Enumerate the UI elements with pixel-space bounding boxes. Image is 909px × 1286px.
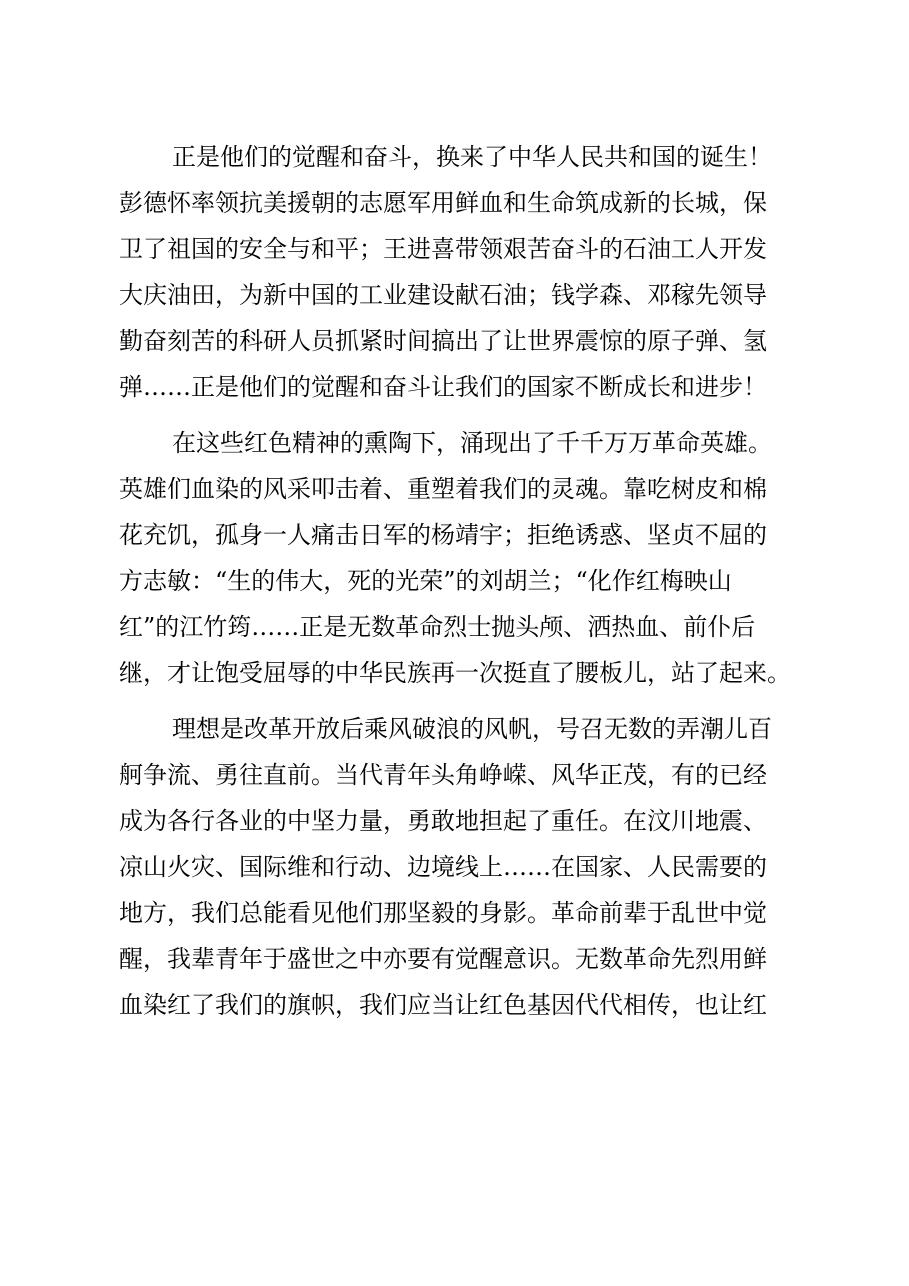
paragraph-2-line-3: 花充饥，孤身一人痛击日军的杨靖宇；拒绝诱惑、坚贞不屈的 [119, 521, 767, 549]
paragraph-2-line-4: 方志敏：“生的伟大，死的光荣”的刘胡兰；“化作红梅映山 [119, 567, 732, 595]
paragraph-2-line-6: 继，才让饱受屈辱的中华民族再一次挺直了腰板儿，站了起来。 [119, 659, 791, 687]
paragraph-1-line-2: 彭德怀率领抗美援朝的志愿军用鲜血和生命筑成新的长城，保 [119, 189, 767, 217]
paragraph-3-line-5: 地方，我们总能看见他们那坚毅的身影。革命前辈于乱世中觉 [119, 899, 767, 927]
paragraph-3-line-3: 成为各行各业的中坚力量，勇敢地担起了重任。在汶川地震、 [119, 807, 767, 835]
paragraph-1-line-4: 大庆油田，为新中国的工业建设献石油；钱学森、邓稼先领导 [119, 281, 767, 309]
paragraph-3-line-4: 凉山火灾、国际维和行动、边境线上……在国家、人民需要的 [119, 853, 767, 881]
paragraph-1-line-3: 卫了祖国的安全与和平；王进喜带领艰苦奋斗的石油工人开发 [119, 235, 767, 263]
paragraph-3-line-1: 理想是改革开放后乘风破浪的风帆，号召无数的弄潮儿百 [172, 715, 772, 743]
paragraph-2-line-1: 在这些红色精神的熏陶下，涌现出了千千万万革命英雄。 [172, 429, 772, 457]
paragraph-1-line-5: 勤奋刻苦的科研人员抓紧时间搞出了让世界震惊的原子弹、氢 [119, 327, 767, 355]
paragraph-2-line-5: 红”的江竹筠……正是无数革命烈士抛头颅、洒热血、前仆后 [119, 613, 756, 641]
paragraph-2-line-2: 英雄们血染的风采叩击着、重塑着我们的灵魂。靠吃树皮和棉 [119, 475, 767, 503]
paragraph-3-line-6: 醒，我辈青年于盛世之中亦要有觉醒意识。无数革命先烈用鲜 [119, 945, 767, 973]
paragraph-3-line-7: 血染红了我们的旗帜，我们应当让红色基因代代相传，也让红 [119, 991, 767, 1019]
paragraph-1-line-6: 弹……正是他们的觉醒和奋斗让我们的国家不断成长和进步！ [119, 373, 767, 401]
document-body [119, 141, 809, 1035]
paragraph-1-line-1: 正是他们的觉醒和奋斗，换来了中华人民共和国的诞生！ [172, 143, 772, 171]
paragraph-3-line-2: 舸争流、勇往直前。当代青年头角峥嵘、风华正茂，有的已经 [119, 761, 767, 789]
